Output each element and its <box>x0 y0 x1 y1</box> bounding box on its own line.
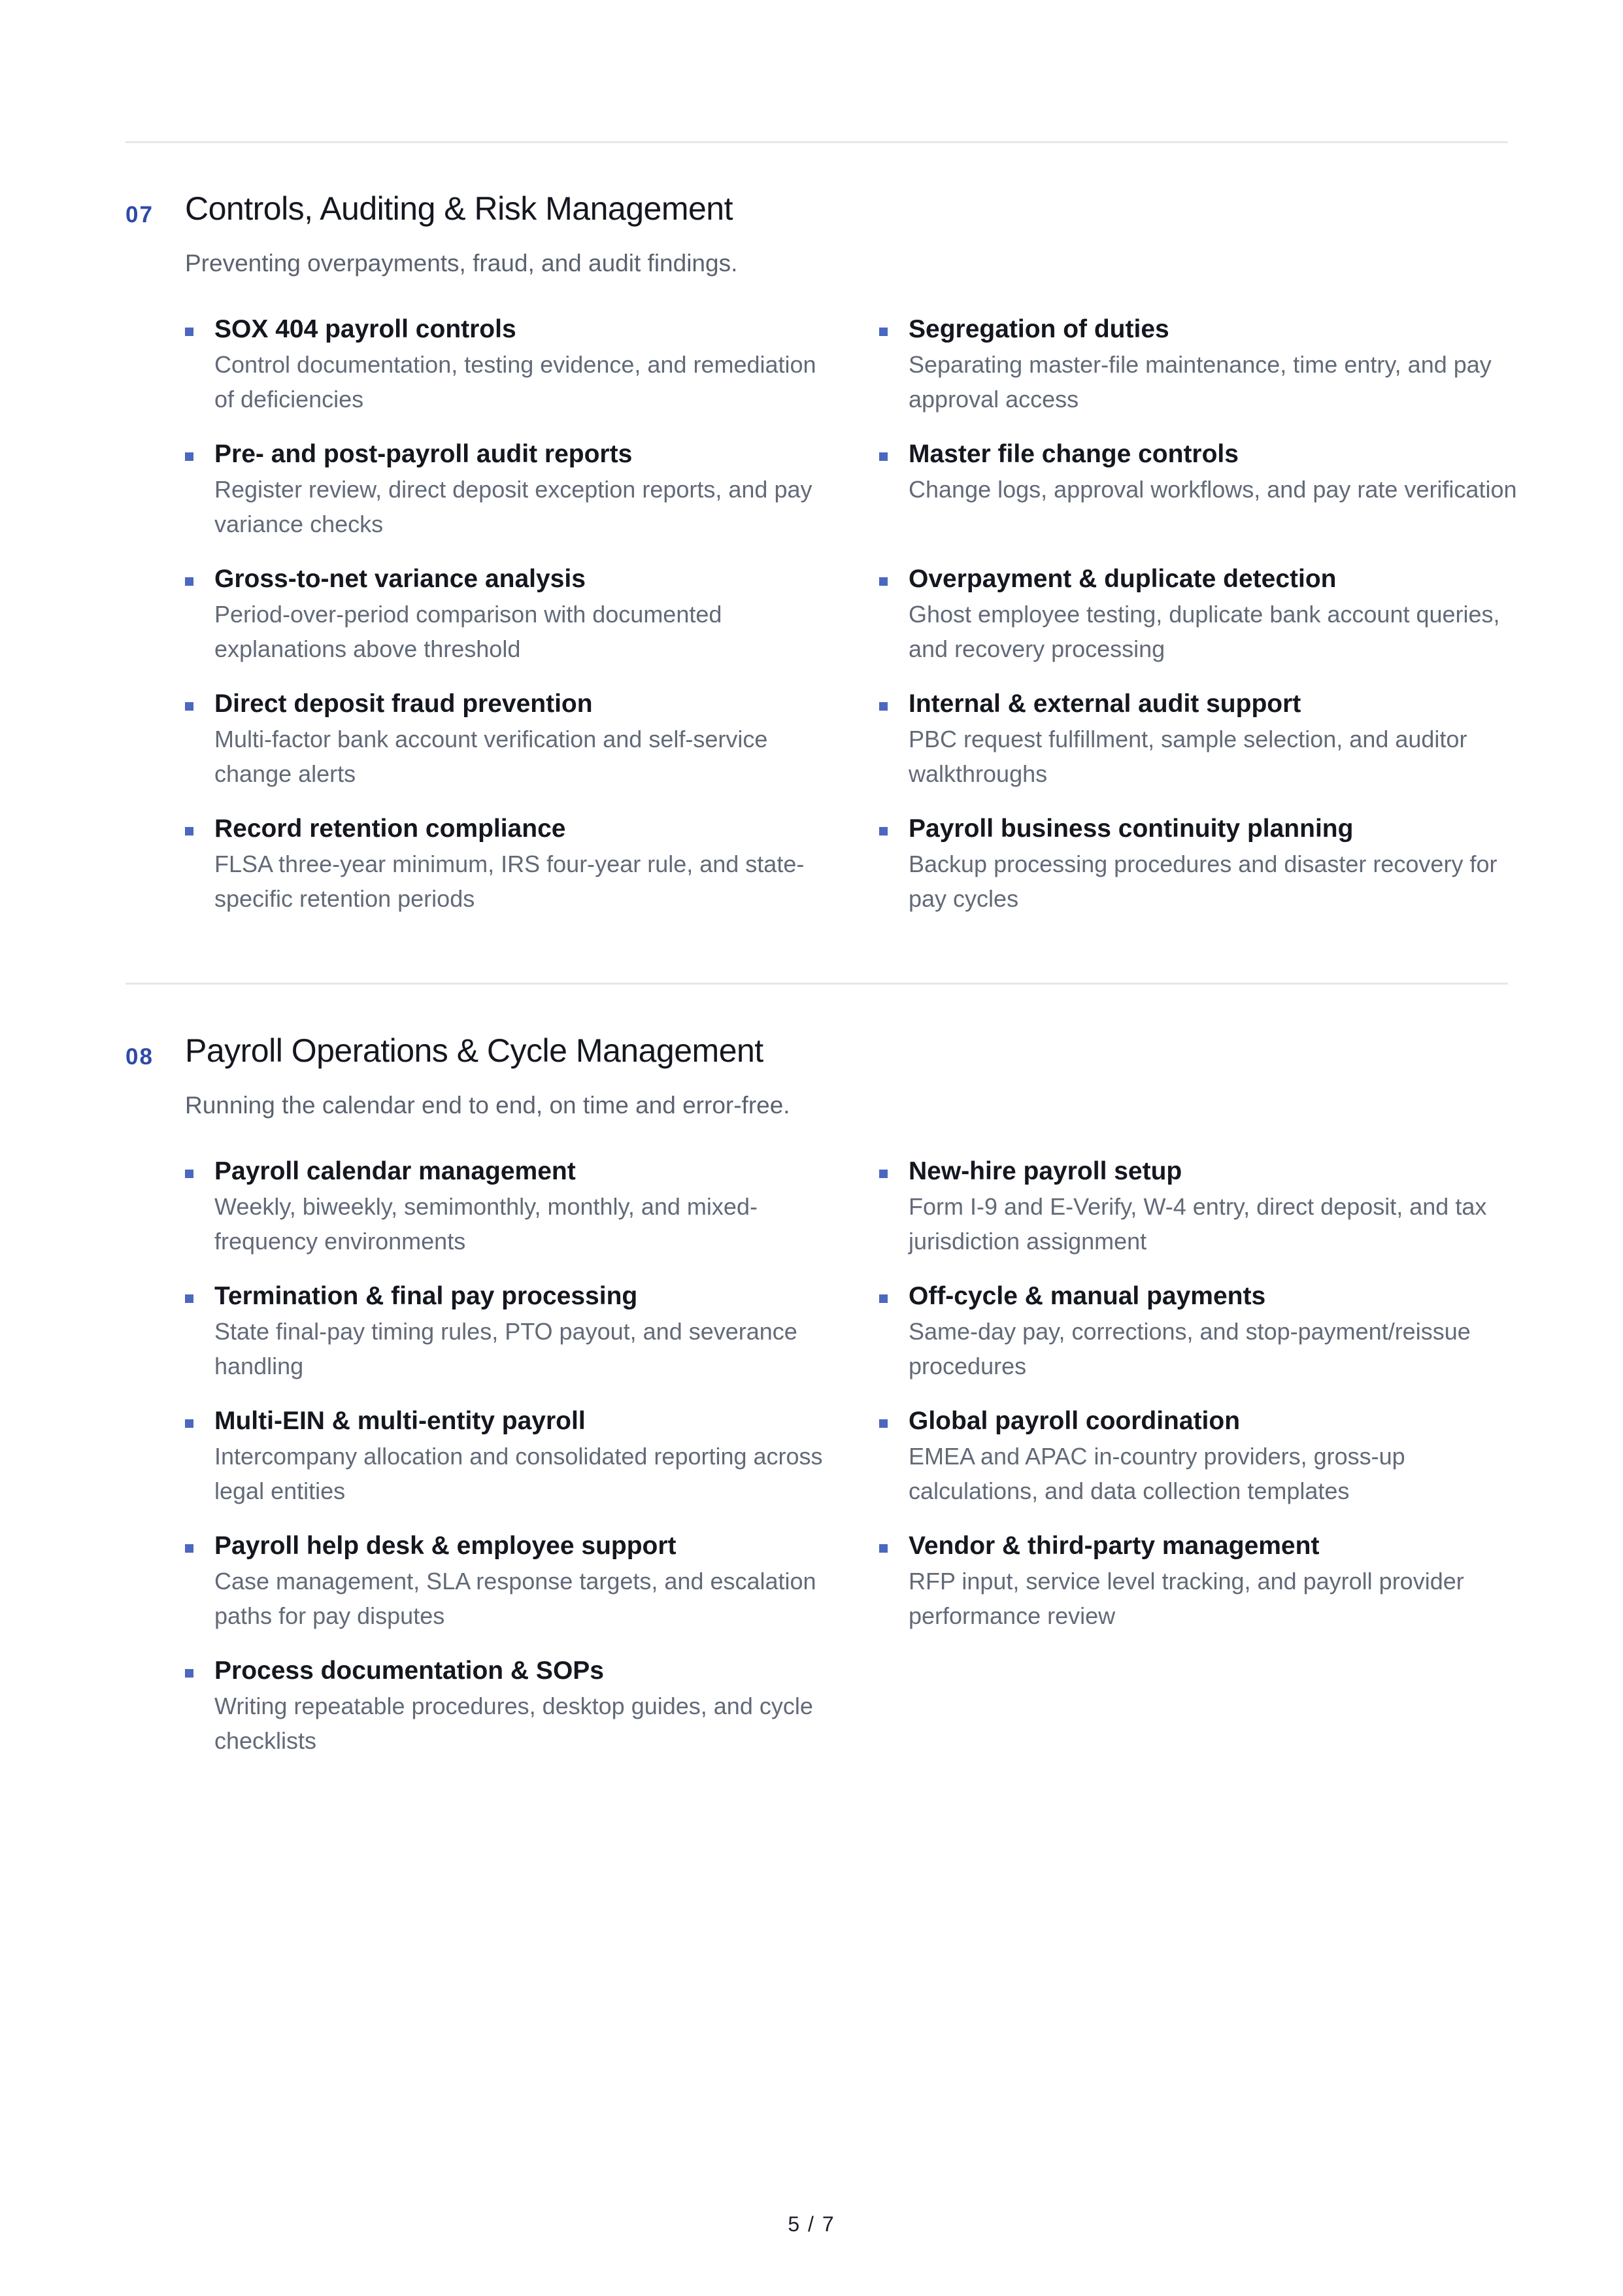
list-item <box>185 313 879 438</box>
section-payroll-operations <box>125 1031 1508 1754</box>
item-description: Change logs, approval workflows, and pay rate verification <box>909 476 1517 503</box>
square-bullet-icon <box>185 1544 193 1553</box>
item-description: Case management, SLA response targets, and escalation paths for pay disputes <box>214 1568 816 1629</box>
item-title: Termination & final pay processing <box>214 1282 638 1310</box>
list-item <box>185 438 879 563</box>
item-title: Record retention compliance <box>214 815 566 843</box>
item-title: Payroll business continuity planning <box>909 815 1354 843</box>
square-bullet-icon <box>879 1544 888 1553</box>
item-title: Pre- and post-payroll audit reports <box>214 440 633 468</box>
square-bullet-icon <box>879 1294 888 1303</box>
list-item <box>879 438 1517 563</box>
section-header <box>125 189 1508 241</box>
list-item <box>879 313 1508 438</box>
section-divider <box>125 983 1508 985</box>
item-title: Off-cycle & manual payments <box>909 1282 1266 1310</box>
section-title: Payroll Operations & Cycle Management <box>185 1032 763 1069</box>
item-description: Intercompany allocation and consolidated reporting across legal entities <box>214 1443 823 1504</box>
item-description: State final-pay timing rules, PTO payout, and severance handling <box>214 1318 797 1379</box>
item-title: SOX 404 payroll controls <box>214 315 516 343</box>
item-description: PBC request fulfillment, sample selection, and auditor walkthroughs <box>909 726 1467 787</box>
section-header <box>125 1031 1508 1083</box>
item-grid <box>185 1155 1508 1780</box>
square-bullet-icon <box>185 702 193 711</box>
square-bullet-icon <box>185 1170 193 1178</box>
item-description: Period-over-period comparison with documented explanations above threshold <box>214 601 722 662</box>
square-bullet-icon <box>185 577 193 586</box>
item-description: FLSA three-year minimum, IRS four-year rule, and state-specific retention periods <box>214 851 805 912</box>
item-title: Vendor & third-party management <box>909 1532 1320 1560</box>
item-title: Overpayment & duplicate detection <box>909 565 1337 593</box>
item-title: Process documentation & SOPs <box>214 1657 604 1685</box>
item-title: Direct deposit fraud prevention <box>214 690 593 718</box>
square-bullet-icon <box>185 1419 193 1428</box>
list-item <box>879 1280 1508 1405</box>
square-bullet-icon <box>185 827 193 836</box>
item-title: Gross-to-net variance analysis <box>214 565 586 593</box>
item-description: Weekly, biweekly, semimonthly, monthly, and mixed-frequency environments <box>214 1193 758 1255</box>
section-number: 07 <box>125 202 154 228</box>
square-bullet-icon <box>879 1419 888 1428</box>
list-item <box>879 1530 1508 1655</box>
list-item <box>185 1655 879 1780</box>
item-description: Multi-factor bank account verification and self-service change alerts <box>214 726 768 787</box>
page-indicator: 5 / 7 <box>788 2212 835 2236</box>
item-title: Payroll help desk & employee support <box>214 1532 677 1560</box>
square-bullet-icon <box>879 452 888 461</box>
section-title: Controls, Auditing & Risk Management <box>185 190 733 227</box>
item-description: Control documentation, testing evidence, and remediation of deficiencies <box>214 351 816 413</box>
section-controls-auditing <box>125 189 1517 912</box>
item-title: New-hire payroll setup <box>909 1157 1182 1185</box>
section-subtitle: Running the calendar end to end, on time and error-free. <box>185 1092 790 1119</box>
list-item <box>185 563 879 688</box>
item-title: Master file change controls <box>909 440 1239 468</box>
item-description: Form I-9 and E-Verify, W-4 entry, direct deposit, and tax jurisdiction assignment <box>909 1193 1487 1255</box>
item-title: Payroll calendar management <box>214 1157 576 1185</box>
item-title: Global payroll coordination <box>909 1407 1241 1435</box>
section-subtitle: Preventing overpayments, fraud, and audit findings. <box>185 250 738 277</box>
square-bullet-icon <box>879 577 888 586</box>
item-title: Internal & external audit support <box>909 690 1301 718</box>
item-title: Segregation of duties <box>909 315 1169 343</box>
list-item <box>185 1155 879 1280</box>
item-title: Multi-EIN & multi-entity payroll <box>214 1407 586 1435</box>
list-item <box>879 688 1508 813</box>
list-item <box>185 1280 879 1405</box>
item-description: Same-day pay, corrections, and stop-payment/reissue procedures <box>909 1318 1471 1379</box>
item-grid <box>185 313 1517 937</box>
square-bullet-icon <box>185 328 193 336</box>
square-bullet-icon <box>879 1170 888 1178</box>
section-divider <box>125 141 1508 143</box>
list-item <box>879 1405 1508 1530</box>
item-description: RFP input, service level tracking, and payroll provider performance review <box>909 1568 1464 1629</box>
item-description: Ghost employee testing, duplicate bank account queries, and recovery processing <box>909 601 1500 662</box>
item-description: EMEA and APAC in-country providers, gross-up calculations, and data collection templates <box>909 1443 1405 1504</box>
item-description: Backup processing procedures and disaster recovery for pay cycles <box>909 851 1498 912</box>
list-item <box>185 813 879 937</box>
list-item <box>185 1405 879 1530</box>
square-bullet-icon <box>879 328 888 336</box>
section-number: 08 <box>125 1044 154 1070</box>
list-item <box>879 563 1508 688</box>
square-bullet-icon <box>185 1669 193 1678</box>
item-description: Separating master-file maintenance, time entry, and pay approval access <box>909 351 1492 413</box>
list-item <box>185 688 879 813</box>
list-item <box>185 1530 879 1655</box>
list-item <box>879 813 1508 937</box>
square-bullet-icon <box>185 452 193 461</box>
list-item <box>879 1155 1508 1280</box>
square-bullet-icon <box>879 702 888 711</box>
item-description: Writing repeatable procedures, desktop guides, and cycle checklists <box>214 1693 813 1754</box>
square-bullet-icon <box>879 827 888 836</box>
square-bullet-icon <box>185 1294 193 1303</box>
item-description: Register review, direct deposit exception reports, and pay variance checks <box>214 476 812 537</box>
